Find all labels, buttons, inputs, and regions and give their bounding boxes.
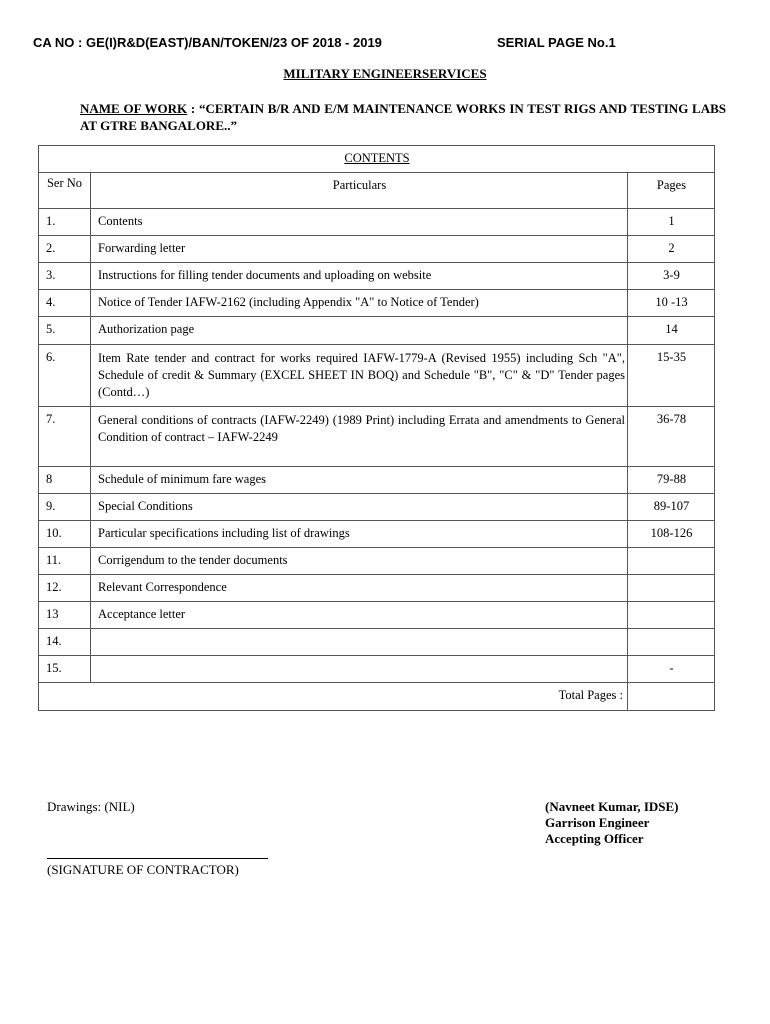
- particular-cell: Relevant Correspondence: [91, 575, 628, 602]
- particular-cell: Forwarding letter: [91, 236, 628, 263]
- serial-page-number: SERIAL PAGE No.1: [497, 35, 616, 50]
- table-row: [39, 494, 715, 521]
- header-row: [39, 173, 715, 209]
- total-row: [39, 683, 715, 711]
- ser-cell: 2.: [39, 236, 91, 263]
- contractor-signature-line: [47, 858, 268, 859]
- particular-cell: [91, 629, 628, 656]
- pages-cell: 15-35: [627, 345, 714, 407]
- pages-cell: -: [627, 656, 714, 683]
- table-row: [39, 263, 715, 290]
- contents-table: [38, 145, 715, 711]
- particular-cell: Instructions for filling tender documents and uploading on website: [91, 263, 628, 290]
- table-row: [39, 209, 715, 236]
- pages-cell: 10 -13: [627, 290, 714, 317]
- ser-cell: 5.: [39, 317, 91, 345]
- officer-name: (Navneet Kumar, IDSE): [545, 799, 679, 814]
- particular-cell: Item Rate tender and contract for works required IAFW-1779-A (Revised 1955) including Sch "A", Schedule of credit & Summary (EXCEL SHEET IN BOQ) and Schedule "B", "C" & "D" Tender pages (Contd…): [91, 345, 628, 407]
- table-row: [39, 629, 715, 656]
- ca-number: CA NO : GE(I)R&D(EAST)/BAN/TOKEN/23 OF 2018 - 2019: [33, 35, 382, 50]
- particular-cell: Notice of Tender IAFW-2162 (including Appendix "A" to Notice of Tender): [91, 290, 628, 317]
- table-row: [39, 521, 715, 548]
- ser-cell: 13: [39, 602, 91, 629]
- table-row: [39, 407, 715, 467]
- pages-cell: 36-78: [627, 407, 714, 467]
- ser-cell: 7.: [39, 407, 91, 467]
- pages-cell: [627, 629, 714, 656]
- table-row: [39, 317, 715, 345]
- ser-cell: 10.: [39, 521, 91, 548]
- officer-title: Garrison Engineer: [545, 815, 650, 830]
- ser-cell: 11.: [39, 548, 91, 575]
- pages-cell: 3-9: [627, 263, 714, 290]
- particular-cell: Corrigendum to the tender documents: [91, 548, 628, 575]
- ser-cell: 14.: [39, 629, 91, 656]
- name-of-work-separator: :: [187, 101, 199, 116]
- particular-cell: [91, 656, 628, 683]
- pages-cell: 89-107: [627, 494, 714, 521]
- ser-cell: 9.: [39, 494, 91, 521]
- name-of-work-label: NAME OF WORK: [80, 101, 188, 116]
- table-row: [39, 656, 715, 683]
- table-row: [39, 602, 715, 629]
- pages-cell: 2: [627, 236, 714, 263]
- officer-role: Accepting Officer: [545, 831, 644, 846]
- particular-cell: General conditions of contracts (IAFW-2249) (1989 Print) including Errata and amendments to General Condition of contract – IAFW-2249: [91, 407, 628, 467]
- accepting-officer-block: [545, 799, 679, 847]
- ser-cell: 15.: [39, 656, 91, 683]
- pages-cell: [627, 602, 714, 629]
- ser-cell: 6.: [39, 345, 91, 407]
- particular-cell: Acceptance letter: [91, 602, 628, 629]
- table-row: [39, 467, 715, 494]
- total-pages-value: [627, 683, 714, 711]
- table-row: [39, 575, 715, 602]
- table-row: [39, 290, 715, 317]
- particular-cell: Authorization page: [91, 317, 628, 345]
- total-pages-label: Total Pages :: [39, 683, 628, 711]
- name-of-work: [80, 100, 726, 134]
- ser-cell: 4.: [39, 290, 91, 317]
- pages-cell: 108-126: [627, 521, 714, 548]
- pages-cell: [627, 548, 714, 575]
- ser-cell: 3.: [39, 263, 91, 290]
- contents-caption-row: [39, 146, 715, 173]
- header-pages: Pages: [627, 173, 714, 209]
- contractor-signature-label: (SIGNATURE OF CONTRACTOR): [47, 862, 239, 877]
- particular-cell: Particular specifications including list of drawings: [91, 521, 628, 548]
- pages-cell: 1: [627, 209, 714, 236]
- particular-cell: Schedule of minimum fare wages: [91, 467, 628, 494]
- table-row: [39, 236, 715, 263]
- pages-cell: 79-88: [627, 467, 714, 494]
- ser-cell: 1.: [39, 209, 91, 236]
- org-title: MILITARY ENGINEERSERVICES: [283, 66, 487, 81]
- header-particulars: Particulars: [91, 173, 628, 209]
- table-row: [39, 345, 715, 407]
- contents-caption: CONTENTS: [39, 146, 715, 173]
- header-ser-no: Ser No: [39, 173, 91, 209]
- pages-cell: 14: [627, 317, 714, 345]
- name-of-work-text: “CERTAIN B/R AND E/M MAINTENANCE WORKS IN TEST RIGS AND TESTING LABS AT GTRE BANGALORE..”: [80, 101, 726, 133]
- ser-cell: 8: [39, 467, 91, 494]
- table-row: [39, 548, 715, 575]
- particular-cell: Contents: [91, 209, 628, 236]
- ser-cell: 12.: [39, 575, 91, 602]
- pages-cell: [627, 575, 714, 602]
- particular-cell: Special Conditions: [91, 494, 628, 521]
- drawings-note: Drawings: (NIL): [47, 799, 135, 814]
